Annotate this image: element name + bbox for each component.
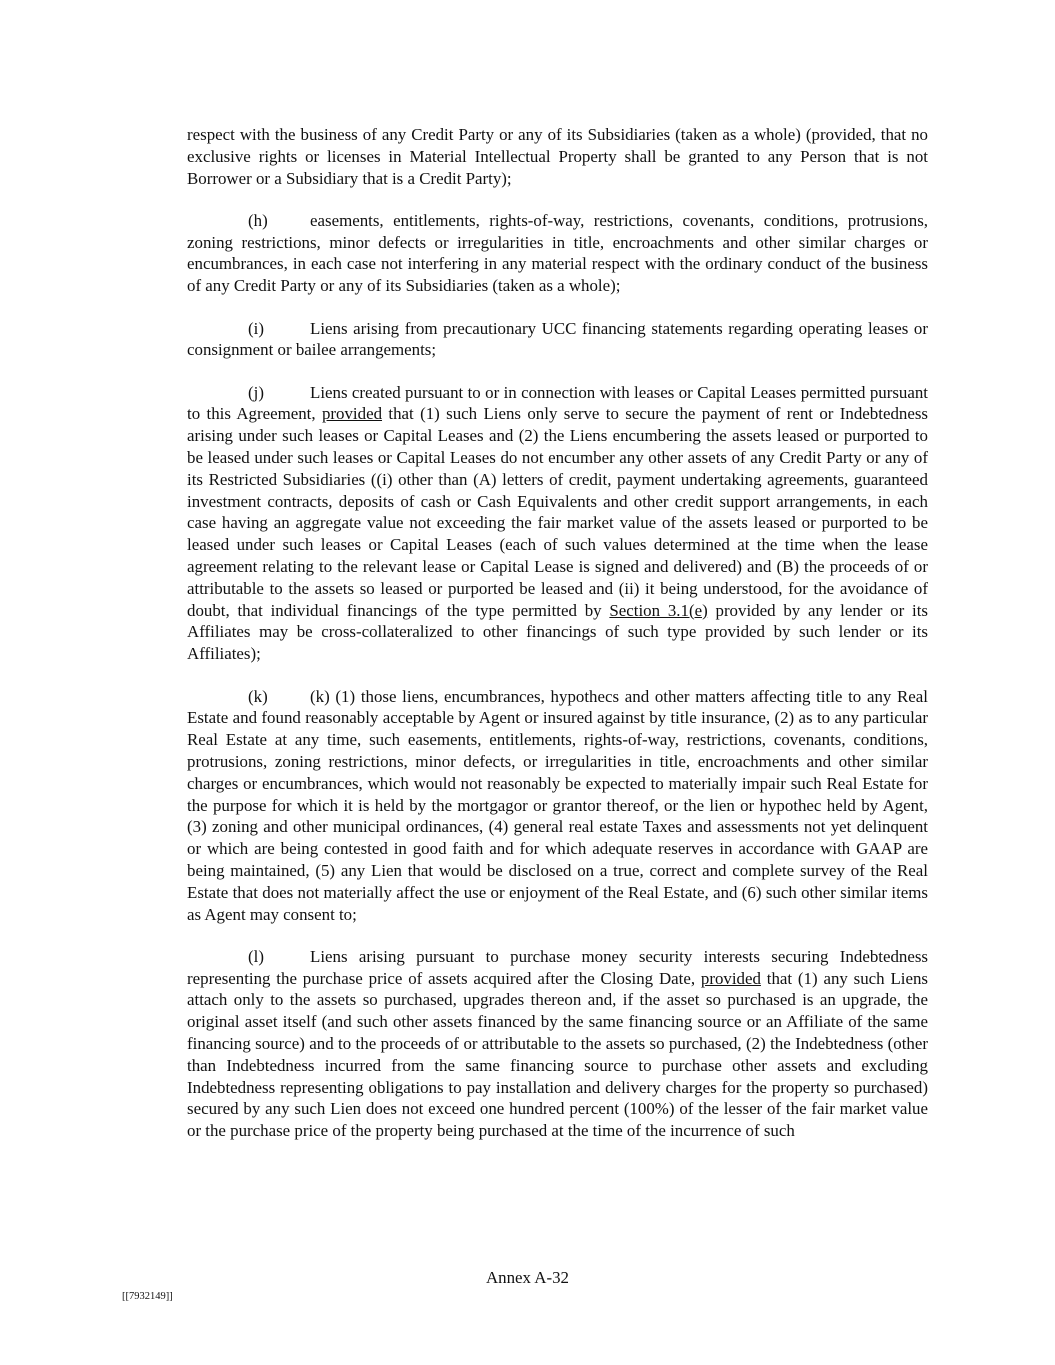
paragraph-k-label: (k) [248, 686, 268, 706]
paragraph-g-continued: respect with the business of any Credit Party or any of its Subsidiaries (taken as a whole) (provided, that no exclusive rights or licenses in Material Intellectual Property shall be granted to any Person that is not Borrower or a Subsidiary that is a Credit Party); [187, 125, 928, 188]
paragraph-l-text-1: Liens arising pursuant to purchase money security interests securing Indebtedness representing the purchase price of assets acquired after the Closing Date, [187, 946, 928, 988]
paragraph-i [187, 318, 928, 362]
paragraph-h-text: easements, entitlements, rights-of-way, restrictions, covenants, conditions, protrusions, zoning restrictions, minor defects or irregularities in title, encroachments and other similar charges or encumbrances, in each case not interfering in any material respect with the ordinary conduct of the business of any Credit Party or any of its Subsidiaries (taken as a whole); [187, 210, 928, 296]
paragraph-h [187, 210, 928, 297]
paragraph-k [187, 686, 928, 926]
paragraph-l [187, 946, 928, 1142]
paragraph-h-label: (h) [248, 210, 268, 230]
section-reference: Section 3.1(e) [609, 600, 708, 620]
paragraph-j-text-3: provided by any lender or its Affiliates may be cross-collateralized to other financings of such type provided by such lender or its Affiliates); [187, 600, 928, 664]
document-id: [[7932149]] [122, 1291, 173, 1302]
paragraph-i-text: Liens arising from precautionary UCC financing statements regarding operating leases or consignment or bailee arrangements; [187, 318, 928, 360]
paragraph-j-text-1: Liens created pursuant to or in connection with leases or Capital Leases permitted pursuant to this Agreement, [187, 382, 928, 424]
paragraph-j-label: (j) [248, 382, 264, 402]
paragraph-j [187, 382, 928, 665]
provided-term: provided [321, 404, 383, 424]
provided-term: provided [700, 968, 761, 988]
paragraph-k-text: (k) (1) those liens, encumbrances, hypothecs and other matters affecting title to any Real Estate and found reasonably acceptable by Agent or insured against by title insurance, (2) as to any particular Real Estate at any time, such easements, entitlements, rights-of-way, restrictions, covenants, conditions, protrusions, zoning restrictions, minor defects, or irregularities in title, encroachments and other similar charges or encumbrances, which would not reasonably be expected to materially impair such Real Estate for the purpose for which it is held by the mortgagor or grantor thereof, or the lien or hypothec held by Agent, (3) zoning and other municipal ordinances, (4) general real estate Taxes and assessments not yet delinquent or which are being contested in good faith and for which adequate reserves in accordance with GAAP are being maintained, (5) any Lien that would be disclosed on a true, correct and complete survey of the Real Estate that does not materially affect the use or enjoyment of the Real Estate, and (6) such other similar items as Agent may consent to; [187, 686, 928, 924]
paragraph-l-label: (l) [248, 946, 264, 966]
paragraph-l-text-2: that (1) any such Liens attach only to the assets so purchased, upgrades thereon and, if the asset so purchased is an upgrade, the original asset itself (and such other assets financed by the same financing source or an Affiliate of the same financing source) and to the proceeds of or attributable to the assets so purchased, (2) the Indebtedness (other than Indebtedness incurred from the same financing source to purchase other assets and excluding Indebtedness representing obligations to pay installation and delivery charges for the property so purchased) secured by any such Lien does not exceed one hundred percent (100%) of the lesser of the fair market value or the purchase price of the property being purchased at the time of the incurrence of such [187, 968, 928, 1141]
paragraph-j-text-2: that (1) such Liens only serve to secure the payment of rent or Indebtedness arising under such leases or Capital Leases and (2) the Liens encumbering the assets leased or purported to be leased under such leases or Capital Leases do not encumber any other assets of any Credit Party or any of its Restricted Subsidiaries ((i) other than (A) letters of credit, payment undertaking agreements, guaranteed investment contracts, deposits of cash or Cash Equivalents and other credit support arrangements, in each case having an aggregate value not exceeding the fair market value of the assets leased or purported to be leased under such leases or Capital Leases (each of such values determined at the time when the lease agreement relating to the relevant lease or Capital Lease is signed and delivered) and (B) the proceeds of or attributable to the assets so leased or purported be leased and (ii) it being understood, for the avoidance of doubt, that individual financings of the type permitted by [187, 404, 928, 620]
page-number: Annex A-32 [485, 1268, 570, 1287]
document-body [187, 124, 928, 1162]
paragraph-i-label: (i) [248, 318, 264, 338]
